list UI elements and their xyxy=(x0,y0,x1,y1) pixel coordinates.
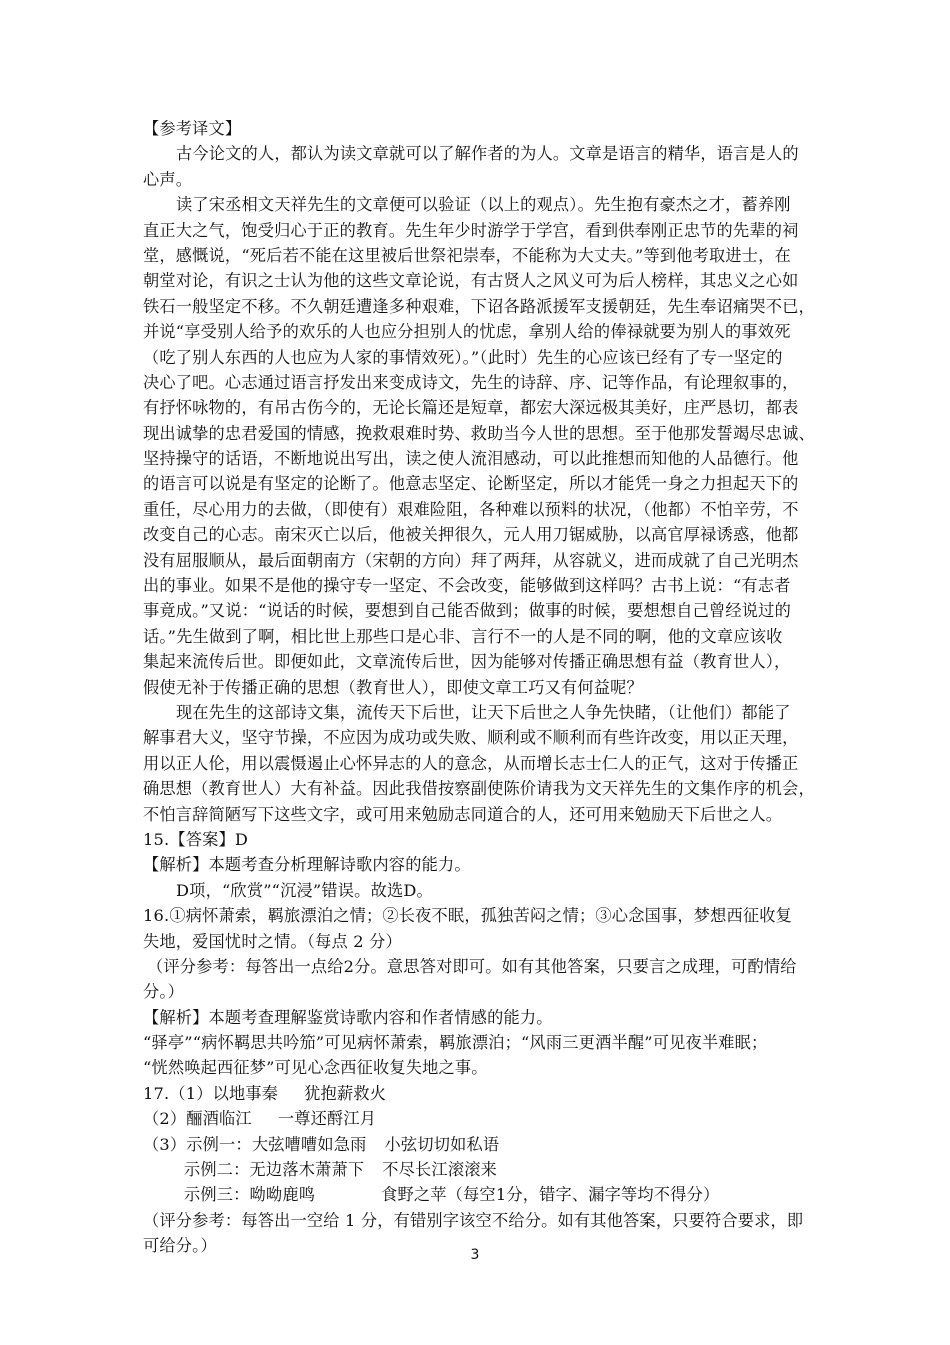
page-number: 3 xyxy=(470,1247,480,1263)
translation-paragraph-2-line: 直正大之气，饱受归心于正的教育。先生年少时游学于学宫，看到供奉刚正忠节的先辈的祠 xyxy=(143,220,799,240)
q17-item-2-second: 一尊还酹江月 xyxy=(277,1109,377,1129)
translation-paragraph-2-line: （吃了别人东西的人也应为人家的事情效死）。”（此时）先生的心应该已经有了专一坚定的 xyxy=(143,347,783,367)
q17-item-1-first: 17.（1）以地事秦 xyxy=(143,1083,279,1103)
translation-paragraph-1-line: 古今论文的人，都认为读文章就可以了解作者的为人。文章是语言的精华，语言是人的 xyxy=(176,144,799,164)
translation-paragraph-2-line: 事竟成。”又说：“说话的时候，要想到自己能否做到；做事的时候，要想想自己曾经说过的 xyxy=(143,601,791,621)
q17-item-1 xyxy=(143,1081,808,1106)
translation-paragraph-2-line: 朝堂对论，有识之士认为他的这些文章论说，有古贤人之风义可为后人榜样，其忠义之心如 xyxy=(143,271,799,291)
translation-paragraph-2-line: 集起来流传后世。即便如此，文章流传后世，因为能够对传播正确思想有益（教育世人）， xyxy=(143,652,791,672)
q16-analysis-line: “恍然唤起西征梦”可见心念西征收复失地之事。 xyxy=(143,1058,488,1078)
q17-example-2-first: 示例二：无边落木萧萧下 xyxy=(184,1160,365,1180)
translation-heading: 【参考译文】 xyxy=(143,119,242,138)
q16-answer-line: 失地，爱国忧时之情。（每点 2 分） xyxy=(143,931,402,951)
translation-paragraph-3-line: 用以正人伦，用以震慑遏止心怀异志的人的意念，从而增长志士仁人的正气，这对于传播正 xyxy=(143,753,799,773)
translation-paragraph-2-line: 出的事业。如果不是他的操守专一坚定、不会改变，能够做到这样吗？古书上说：“有志者 xyxy=(143,576,791,596)
translation-paragraph-2-line: 决心了吧。心志通过语言抒发出来变成诗文，先生的诗辞、序、记等作品，有论理叙事的， xyxy=(143,372,799,392)
translation-paragraph-2-line: 有抒怀咏物的，有吊古伤今的，无论长篇还是短章，都宏大深远极其美好，庄严恳切，都表 xyxy=(143,398,799,418)
q15-detail: D项，“欣赏”“沉浸”错误。故选D。 xyxy=(176,880,433,900)
q17-example-2-second: 不尽长江滚滚来 xyxy=(382,1160,497,1180)
q17-item-1-second: 犹抱薪救火 xyxy=(304,1083,387,1103)
translation-paragraph-2-line: 铁石一般坚定不移。不久朝廷遭逢多种艰难，下诏各路派援军支援朝廷，先生奉诏痛哭不已， xyxy=(143,296,815,316)
translation-paragraph-2-line: 话。”先生做到了啊，相比世上那些口是心非、言行不一的人是不同的啊，他的文章应该收 xyxy=(143,626,783,646)
translation-paragraph-2-line: 坚持操守的话语，不断地说出写出，读之使人流泪感动，可以此推想而知他的人品德行。他 xyxy=(143,449,799,469)
translation-paragraph-2-line: 改变自己的心志。南宋灭亡以后，他被关押很久，元人用刀锯威胁，以高官厚禄诱惑，他都 xyxy=(143,525,799,545)
translation-paragraph-2-line: 的语言可以说是有坚定的论断了。他意志坚定、论断坚定，所以才能凭一身之力担起天下的 xyxy=(143,474,799,494)
q16-analysis: 【解析】本题考查理解鉴赏诗歌内容和作者情感的能力。 xyxy=(143,1007,553,1027)
q17-item-3-second: 小弦切切如私语 xyxy=(384,1134,500,1154)
translation-paragraph-2-line: 重任，尽心用力的去做，（即使有）艰难险阻，各种难以预料的状况，（他都）不怕辛劳，不 xyxy=(143,499,799,519)
q17-item-2-first: （2）酾酒临江 xyxy=(143,1109,252,1129)
q16-scoring-line: （评分参考：每答出一点给2分。意思答对即可。如有其他答案，只要言之成理，可酌情给 xyxy=(147,956,797,976)
q17-item-3 xyxy=(143,1132,808,1157)
translation-paragraph-2-line: 读了宋丞相文天祥先生的文章便可以验证（以上的观点）。先生抱有豪杰之才，蓄养刚 xyxy=(176,195,791,215)
q17-scoring-line: （评分参考：每答出一空给 1 分，有错别字该空不给分。如有其他答案，只要符合要求，即 xyxy=(143,1210,804,1230)
translation-paragraph-2-line: 假使无补于传播正确的思想（教育世人），即使文章工巧又有何益呢？ xyxy=(143,677,643,697)
translation-paragraph-3-line: 确思想（教育世人）大有补益。因此我借按察副使陈价请我为文天祥先生的文集作序的机会， xyxy=(143,779,815,799)
translation-paragraph-2-line: 现出诚挚的忠君爱国的情感，挽救艰难时势、救助当今人世的思想。至于他那发誓竭尽忠诚、 xyxy=(143,423,815,443)
q15-analysis: 【解析】本题考查分析理解诗歌内容的能力。 xyxy=(143,855,471,875)
q17-example-3 xyxy=(143,1182,808,1207)
translation-paragraph-1-line: 心声。 xyxy=(143,169,193,189)
q17-item-3-first: （3）示例一：大弦嘈嘈如急雨 xyxy=(143,1134,367,1154)
translation-paragraph-2-line: 堂，感慨说，“死后若不能在这里被后世祭祀崇奉，不能称为大丈夫。”等到他考取进士，在 xyxy=(143,245,791,265)
translation-paragraph-2-line: 没有屈服顺从，最后面朝南方（宋朝的方向）拜了两拜，从容就义，进而成就了自己光明杰 xyxy=(143,550,799,570)
page-content xyxy=(143,116,815,1259)
q16-scoring-line: 分。） xyxy=(143,982,185,1002)
q17-item-2 xyxy=(143,1106,808,1131)
q17-example-2 xyxy=(143,1157,808,1182)
q16-answer-line: 16.①病怀萧索，羁旅漂泊之情；②长夜不眠，孤独苦闷之情；③心念国事，梦想西征收复 xyxy=(143,906,793,926)
q17-example-3-second: 食野之苹（每空1分，错字、漏字等均不得分） xyxy=(381,1185,720,1205)
q15-answer: 15.【答案】D xyxy=(143,829,249,849)
q16-analysis-line: “驿亭”“病怀羁思共吟笳”可见病怀萧索，羁旅漂泊；“风雨三更酒半醒”可见夜半难眠； xyxy=(143,1033,768,1053)
translation-paragraph-2-line: 并说“享受别人给予的欢乐的人也应分担别人的忧虑，拿别人给的俸禄就要为别人的事效死 xyxy=(143,322,791,342)
translation-paragraph-3-line: 解事君大义，坚守节操，不应因为成功或失败、顺利或不顺利而有些许改变，用以正天理， xyxy=(143,728,799,748)
q17-example-3-first: 示例三：呦呦鹿鸣 xyxy=(184,1185,316,1205)
translation-paragraph-3-line: 现在先生的这部诗文集，流传天下后世，让天下后世之人争先快睹，（让他们）都能了 xyxy=(176,702,791,722)
translation-paragraph-3-line: 不怕言辞简陋写下这些文字，或可用来勉励志同道合的人，还可用来勉励天下后世之人。 xyxy=(143,804,783,824)
q17-scoring-line: 可给分。） xyxy=(143,1236,217,1256)
